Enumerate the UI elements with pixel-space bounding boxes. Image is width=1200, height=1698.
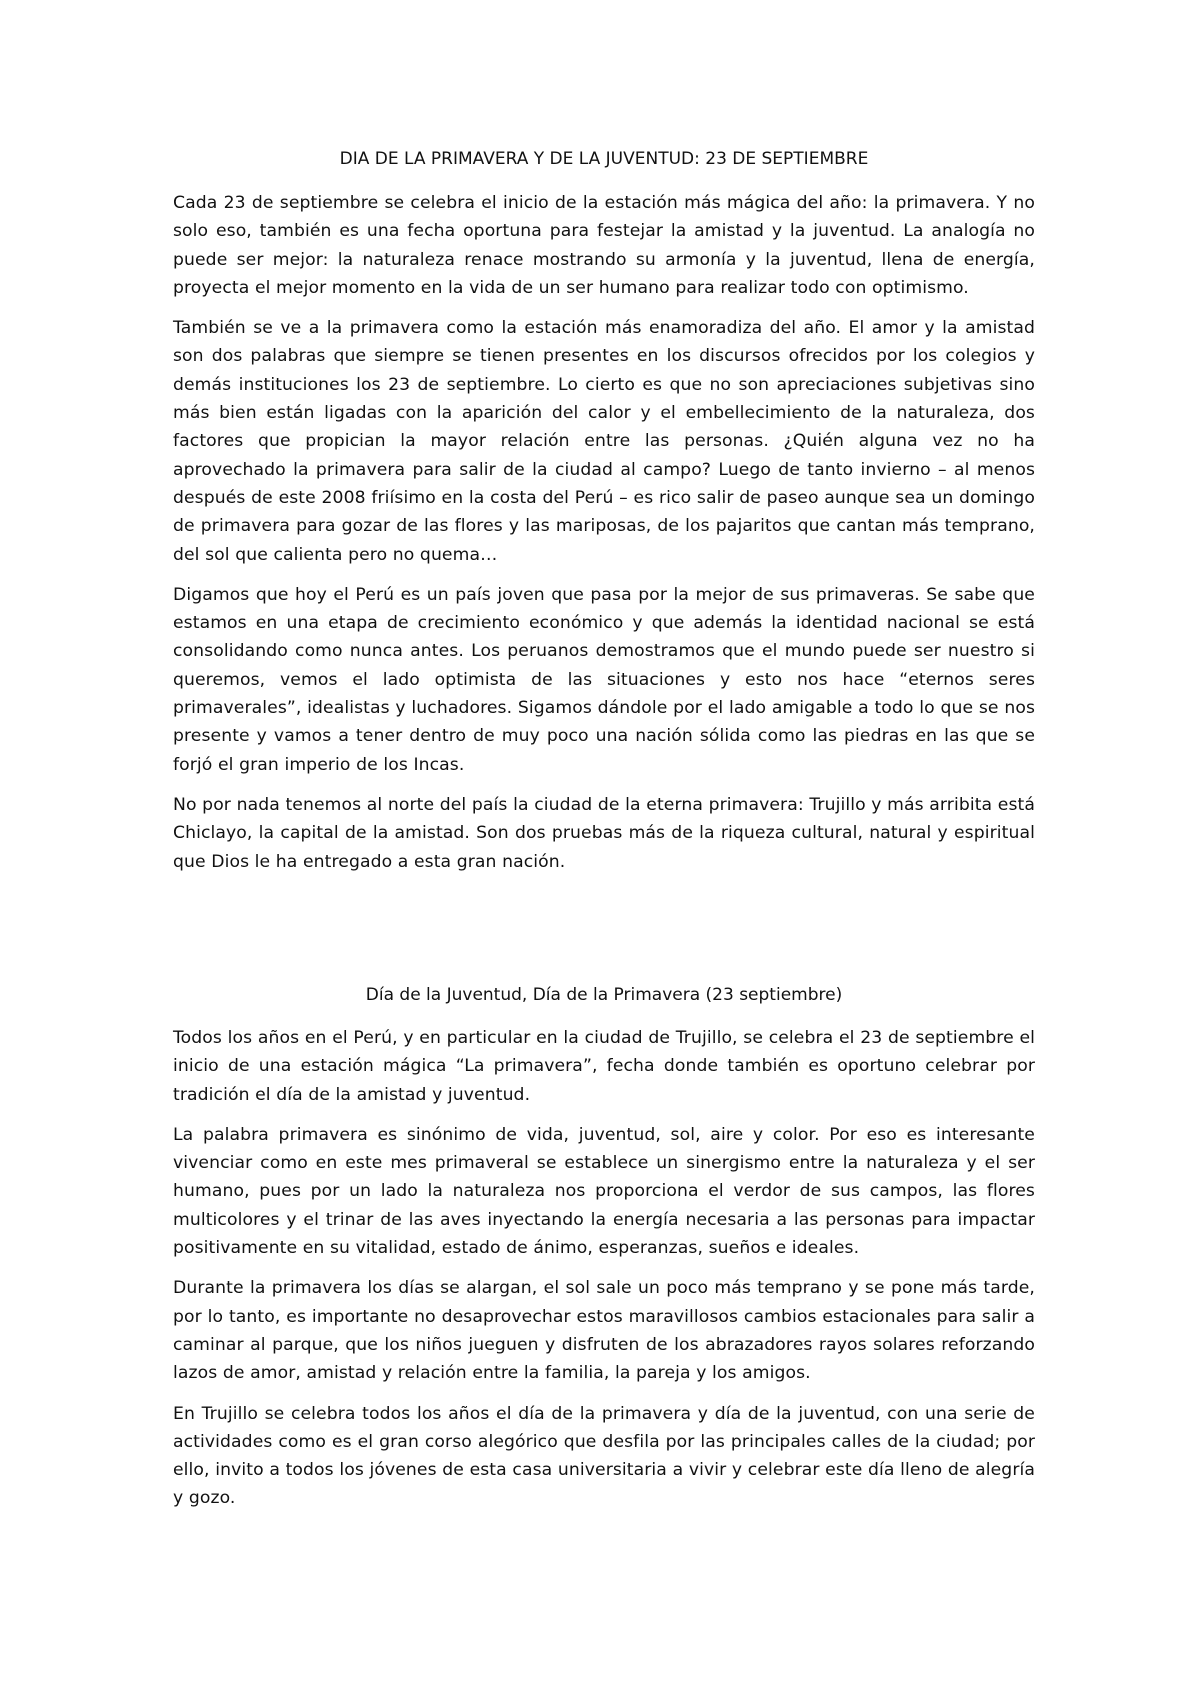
- paragraph: En Trujillo se celebra todos los años el día de la primavera y día de la juventud, con una serie de actividades como es el gran corso alegórico que desfila por las principales calles de la ciudad; por ello, invito a todos los jóvenes de esta casa universitaria a vivir y celebrar este día lleno de alegría y gozo.: [173, 1403, 1035, 1509]
- section-one: [173, 189, 1035, 888]
- paragraph: La palabra primavera es sinónimo de vida, juventud, sol, aire y color. Por eso es interesante vivenciar como en este mes primaveral se establece un sinergismo entre la naturaleza y el ser humano, pues por un lado la naturaleza nos proporciona el verdor de sus campos, las flores multicolores y el trinar de las aves inyectando la energía necesaria a las personas para impactar positivamente en su vitalidad, estado de ánimo, esperanzas, sueños e ideales.: [173, 1124, 1035, 1259]
- paragraph: Cada 23 de septiembre se celebra el inicio de la estación más mágica del año: la primavera. Y no solo eso, también es una fecha oportuna para festejar la amistad y la juventud. La analogía no puede ser mejor: la naturaleza renace mostrando su armonía y la juventud, llena de energía, proyecta el mejor momento en la vida de un ser humano para realizar todo con optimismo.: [173, 193, 1035, 298]
- paragraph: También se ve a la primavera como la estación más enamoradiza del año. El amor y la amistad son dos palabras que siempre se tienen presentes en los discursos ofrecidos por los colegios y demás instituciones los 23 de septiembre. Lo cierto es que no son apreciaciones subjetivas sino más bien están ligadas con la aparición del calor y el embellecimiento de la naturaleza, dos factores que propician la mayor relación entre las personas. ¿Quién alguna vez no ha aprovechado la primavera para salir de la ciudad al campo? Luego de tanto invierno – al menos después de este 2008 friísimo en la costa del Perú – es rico salir de paseo aunque sea un domingo de primavera para gozar de las flores y las mariposas, de los pajaritos que cantan más temprano, del sol que calienta pero no quema…: [173, 318, 1035, 565]
- section-title: Día de la Juventud, Día de la Primavera (23 septiembre): [365, 985, 843, 1005]
- paragraph: No por nada tenemos al norte del país la ciudad de la eterna primavera: Trujillo y más arribita está Chiclayo, la capital de la amistad. Son dos pruebas más de la riqueza cultural, natural y espiritual que Dios le ha entregado a esta gran nación.: [173, 794, 1035, 872]
- paragraph: Todos los años en el Perú, y en particular en la ciudad de Trujillo, se celebra el 23 de septiembre el inicio de una estación mágica “La primavera”, fecha donde también es oportuno celebrar por tradición el día de la amistad y juventud.: [173, 1028, 1035, 1105]
- section-two: [173, 1024, 1035, 1525]
- paragraph: Digamos que hoy el Perú es un país joven que pasa por la mejor de sus primaveras. Se sabe que estamos en una etapa de crecimiento económico y que además la identidad nacional se está consolidando como nunca antes. Los peruanos demostramos que el mundo puede ser nuestro si queremos, vemos el lado optimista de las situaciones y esto nos hace “eternos seres primaverales”, idealistas y luchadores. Sigamos dándole por el lado amigable a todo lo que se nos presente y vamos a tener dentro de muy poco una nación sólida como las piedras en las que se forjó el gran imperio de los Incas.: [173, 584, 1035, 775]
- paragraph: Durante la primavera los días se alargan, el sol sale un poco más temprano y se pone más tarde, por lo tanto, es importante no desaprovechar estos maravillosos cambios estacionales para salir a caminar al parque, que los niños jueguen y disfruten de los abrazadores rayos solares reforzando lazos de amor, amistad y relación entre la familia, la pareja y los amigos.: [173, 1278, 1035, 1384]
- document-title: DIA DE LA PRIMAVERA Y DE LA JUVENTUD: 23 DE SEPTIEMBRE: [339, 149, 869, 169]
